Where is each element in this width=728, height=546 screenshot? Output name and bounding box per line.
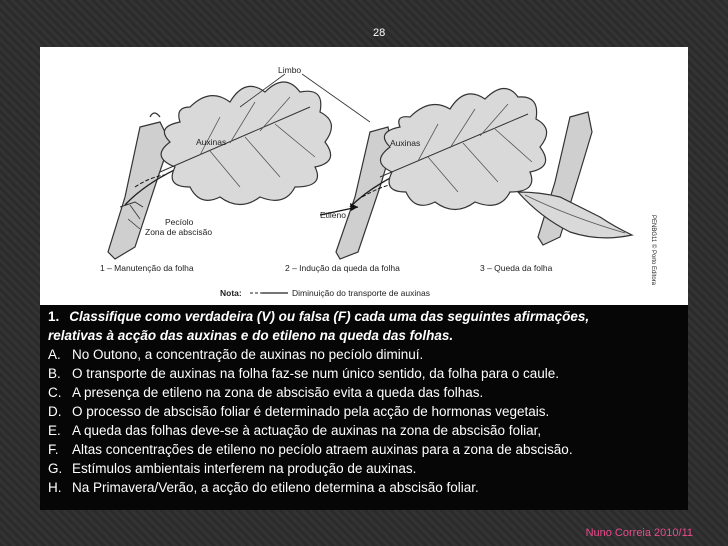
caption-1: 1 – Manutenção da folha — [100, 263, 194, 273]
option-letter: G. — [48, 461, 63, 476]
option-h — [48, 478, 688, 497]
option-c — [48, 383, 688, 402]
option-text: O transporte de auxinas na folha faz-se num único sentido, da folha para o caule. — [72, 366, 560, 381]
caption-3: 3 – Queda da folha — [480, 263, 553, 273]
leaf-diagram — [40, 47, 688, 305]
question-line-2: relativas à acção das auxinas e do etileno na queda das folhas. — [48, 328, 454, 343]
option-letter: A. — [48, 347, 61, 362]
figure-credit: PENBG11 © Porto Editora — [650, 215, 656, 286]
panel-2-illustration — [320, 88, 547, 259]
option-text: Estímulos ambientais interferem na produção de auxinas. — [72, 461, 417, 476]
option-f — [48, 440, 688, 459]
label-auxinas-2: Auxinas — [390, 138, 421, 148]
panel-1-illustration — [108, 82, 331, 259]
label-zona-abscisao: Zona de abscisão — [145, 227, 213, 237]
note-label: Nota: — [220, 288, 242, 298]
option-a — [48, 345, 688, 364]
option-letter: C. — [48, 385, 62, 400]
leaf-abscission-figure — [40, 47, 688, 305]
option-text: A presença de etileno na zona de abscisão evita a queda das folhas. — [72, 385, 484, 400]
option-g — [48, 459, 688, 478]
footer-author: Nuno Correia 2010/11 — [585, 527, 693, 539]
label-auxinas-1: Auxinas — [196, 137, 227, 147]
label-peciolo: Pecíolo — [165, 217, 194, 227]
option-d — [48, 402, 688, 421]
option-letter: E. — [48, 423, 61, 438]
label-etileno: Etileno — [320, 210, 346, 220]
question-text-1: Classifique como verdadeira (V) ou falsa (F) cada uma das seguintes afirmações, — [69, 309, 590, 324]
option-e — [48, 421, 688, 440]
option-text: A queda das folhas deve-se à actuação de auxinas na zona de abscisão foliar, — [72, 423, 542, 438]
caption-2: 2 – Indução da queda da folha — [285, 263, 400, 273]
label-limbo: Limbo — [278, 65, 302, 75]
option-text: O processo de abscisão foliar é determinado pela acção de hormonas vegetais. — [72, 404, 550, 419]
slide-number: 28 — [373, 27, 386, 39]
option-letter: H. — [48, 480, 62, 495]
option-letter: D. — [48, 404, 62, 419]
option-letter: F. — [48, 442, 59, 457]
option-text: No Outono, a concentração de auxinas no pecíolo diminuí. — [72, 347, 424, 362]
option-text: Na Primavera/Verão, a acção do etileno determina a abscisão foliar. — [72, 480, 479, 495]
option-letter: B. — [48, 366, 61, 381]
option-text: Altas concentrações de etileno no pecíolo atraem auxinas para a zona de abscisão. — [72, 442, 573, 457]
note-text: Diminuição do transporte de auxinas — [292, 288, 430, 298]
question-box — [40, 305, 688, 510]
question-number: 1. — [48, 309, 60, 324]
question-line-1 — [48, 307, 688, 326]
option-b — [48, 364, 688, 383]
